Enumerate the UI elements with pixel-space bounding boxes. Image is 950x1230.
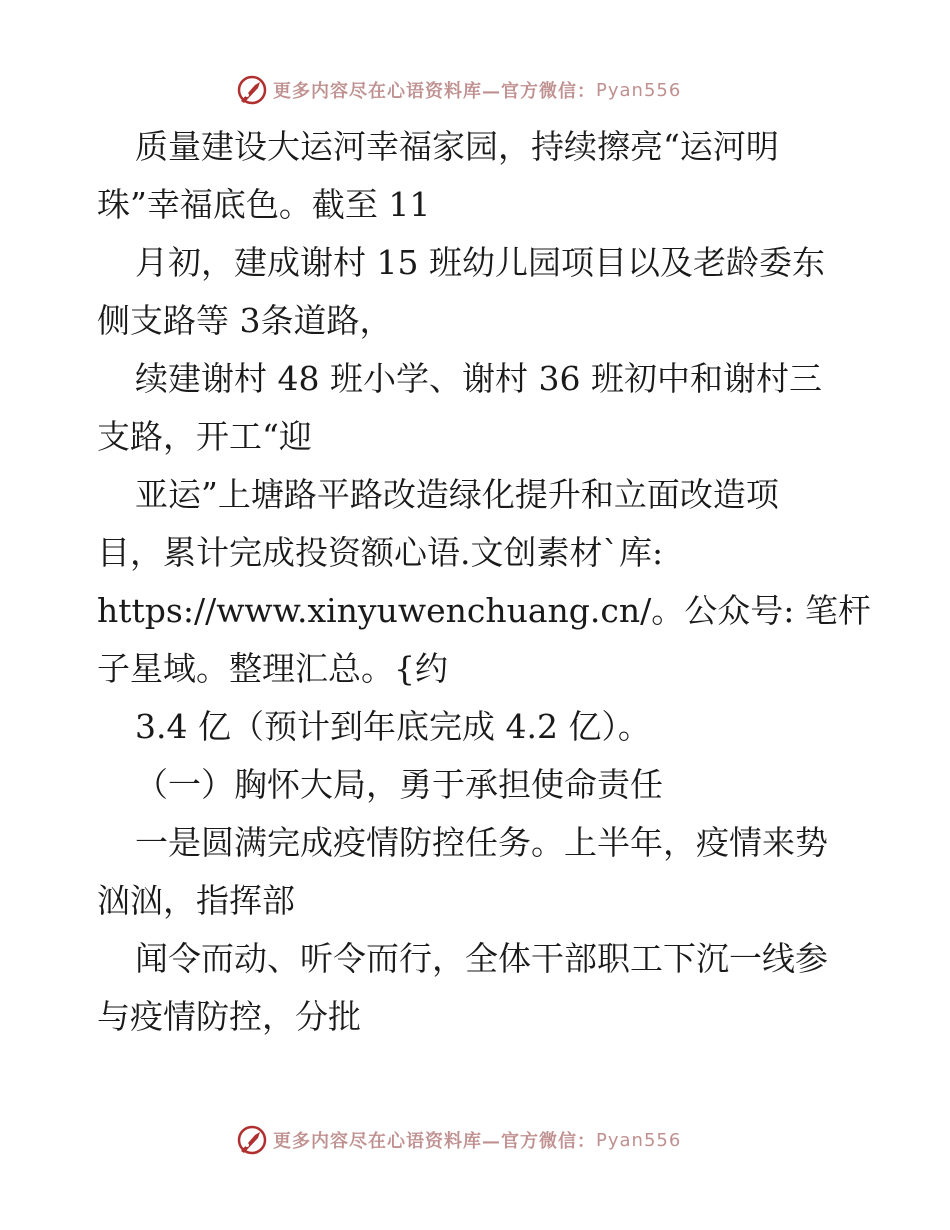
banner-text: 更多内容尽在心语资料库—官方微信： — [273, 1131, 596, 1152]
section-heading: （一）胸怀大局，勇于承担使命责任 — [135, 765, 663, 804]
body-line: 闻令而动、听令而行，全体干部职工下沉一线参 — [135, 939, 828, 978]
body-line: 3.4 亿（预计到年底完成 4.2 亿）。 — [135, 707, 651, 746]
body-line: 续建谢村 48 班小学、谢村 36 班初中和谢村三 — [135, 359, 822, 398]
pen-nib-logo-icon — [235, 73, 269, 107]
body-line: 一是圆满完成疫情防控任务。上半年，疫情来势 — [135, 823, 828, 862]
body-line: 侧支路等 3条道路， — [97, 301, 393, 340]
body-line: 子星域。整理汇总。{约 — [97, 649, 448, 688]
pen-nib-logo-icon — [235, 1123, 269, 1157]
banner-text: 更多内容尽在心语资料库—官方微信： — [273, 81, 596, 102]
body-line: 质量建设大运河幸福家园，持续擦亮“运河明 — [135, 127, 779, 166]
body-line: https://www.xinyuwenchuang.cn/。公众号: 笔杆 — [97, 591, 871, 630]
body-line: 珠”幸福底色。截至 11 — [97, 185, 431, 224]
body-line: 支路，开工“迎 — [97, 417, 312, 456]
body-line: 亚运”上塘路平路改造绿化提升和立面改造项 — [135, 475, 779, 514]
body-line: 与疫情防控，分批 — [97, 997, 361, 1036]
body-line: 目，累计完成投资额心语.文创素材`库: — [97, 533, 664, 572]
document-body — [97, 118, 871, 1046]
body-line: 月初，建成谢村 15 班幼儿园项目以及老龄委东 — [135, 243, 825, 282]
footer-banner — [235, 1123, 681, 1157]
banner-wechat-id: Pyan556 — [596, 79, 682, 101]
banner-wechat-id: Pyan556 — [596, 1129, 682, 1151]
header-banner — [235, 73, 681, 107]
body-line: 汹汹，指挥部 — [97, 881, 295, 920]
